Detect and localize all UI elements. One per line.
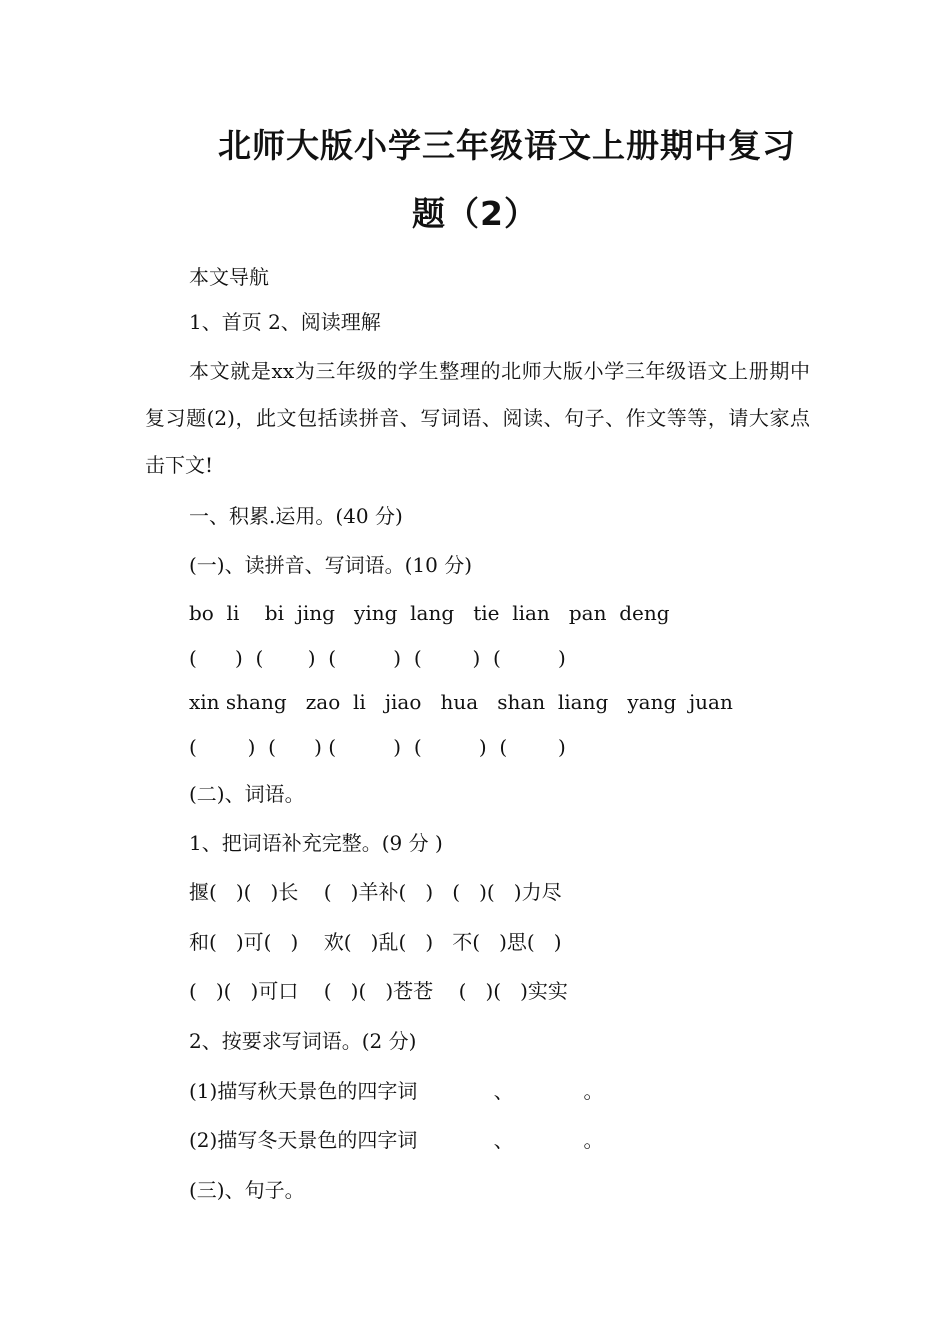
subsection-heading-3: (三)、句子。 — [189, 1178, 305, 1202]
fill-in-row-3: ( )( )可口 ( )( )苍苍 ( )( )实实 — [189, 979, 568, 1003]
question-2: 2、按要求写词语。(2 分) — [189, 1029, 417, 1053]
section-heading-1: 一、积累.运用。(40 分) — [189, 504, 403, 528]
question-2-part-2: (2)描写冬天景色的四字词 、 。 — [189, 1128, 604, 1152]
pinyin-row-2: xin shang zao li jiao hua shan liang yang juan — [189, 690, 733, 714]
document-title-line-2: 题（2） — [412, 194, 538, 233]
nav-heading: 本文导航 — [189, 265, 269, 289]
fill-in-row-2: 和( )可( ) 欢( )乱( ) 不( )思( ) — [189, 930, 562, 954]
question-1: 1、把词语补充完整。(9 分 ) — [189, 831, 443, 855]
nav-links[interactable]: 1、首页 2、阅读理解 — [189, 310, 381, 334]
document-title-line-1: 北师大版小学三年级语文上册期中复习 — [218, 126, 796, 165]
pinyin-row-1: bo li bi jing ying lang tie lian pan deng — [189, 601, 670, 625]
intro-paragraph: 本文就是xx为三年级的学生整理的北师大版小学三年级语文上册期中复习题(2)，此文包括读拼音、写词语、阅读、句子、作文等等，请大家点击下文! — [145, 359, 810, 477]
subsection-heading-1: (一)、读拼音、写词语。(10 分) — [189, 553, 473, 577]
answer-blanks-row-2: ( ) ( ) ( ) ( ) ( ) — [189, 735, 566, 759]
answer-blanks-row-1: ( ) ( ) ( ) ( ) ( ) — [189, 646, 566, 670]
fill-in-row-1: 揠( )( )长 ( )羊补( ) ( )( )力尽 — [189, 880, 562, 904]
subsection-heading-2: (二)、词语。 — [189, 782, 305, 806]
question-2-part-1: (1)描写秋天景色的四字词 、 。 — [189, 1079, 604, 1103]
